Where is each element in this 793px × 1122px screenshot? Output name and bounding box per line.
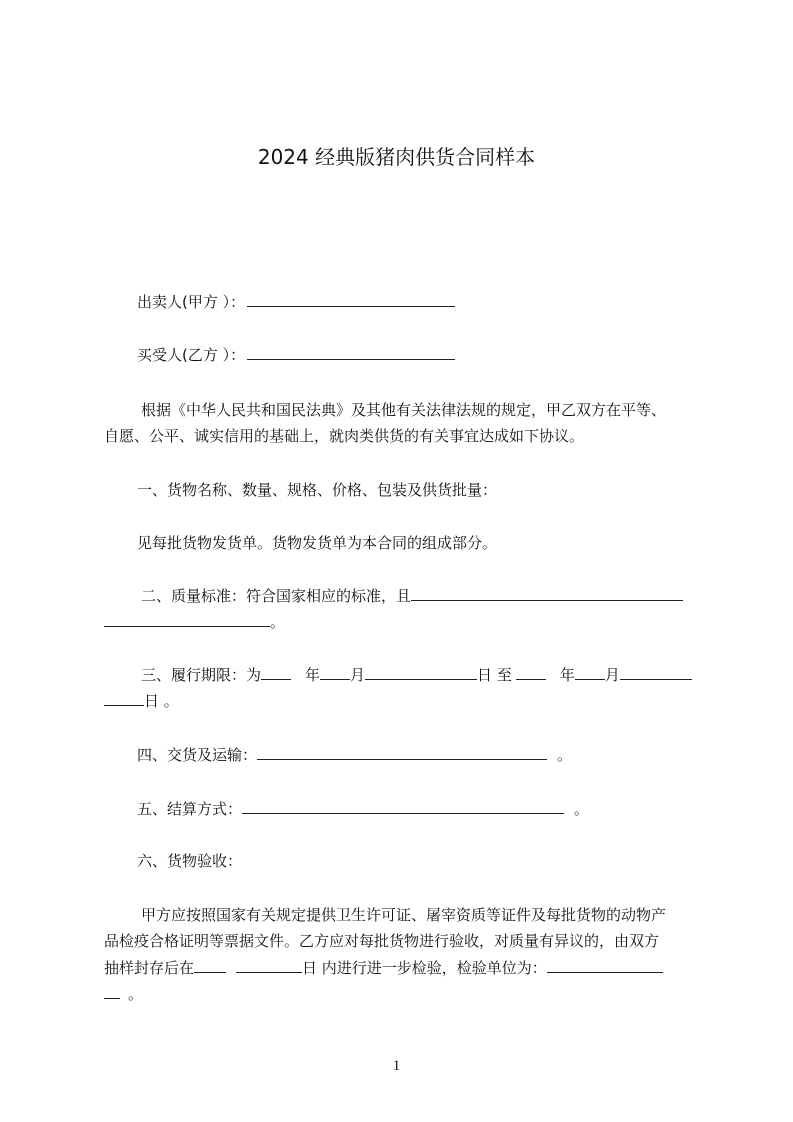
section1-body: 见每批货物发货单。货物发货单为本合同的组成部分。 (137, 534, 498, 552)
end-month-label: 月 (604, 666, 620, 684)
section6-line-1: 甲方应按照国家有关规定提供卫生许可证、屠宰资质等证件及每批货物的动物产 (141, 906, 667, 924)
section4-end: 。 (557, 746, 573, 764)
seller-label: 出卖人(甲方 ）： (137, 293, 246, 311)
section2-line-1 (141, 585, 683, 606)
buyer-label: 买受人(乙方 ）： (137, 346, 246, 364)
inspection-period-blank-1[interactable] (194, 957, 226, 973)
buyer-line (137, 344, 455, 365)
seller-name-blank[interactable] (247, 291, 455, 307)
section2-line-2 (104, 611, 285, 632)
section5-end: 。 (574, 800, 590, 818)
section6-heading: 六、货物验收： (137, 852, 243, 870)
end-day-label: 日 。 (144, 692, 179, 710)
section5-label: 五、结算方式： (137, 800, 243, 818)
section3-line-2 (104, 690, 179, 711)
end-day-blank[interactable] (620, 664, 692, 680)
section6-line-3 (104, 957, 663, 978)
start-year-blank[interactable] (261, 664, 291, 680)
quality-standard-blank[interactable] (411, 585, 683, 601)
buyer-name-blank[interactable] (247, 344, 455, 360)
section6-line-2: 品检疫合格证明等票据文件。乙方应对每批货物进行验收，对质量有异议的，由双方 (104, 932, 660, 950)
document-title: 2024 经典版猪肉供货合同样本 (257, 145, 536, 169)
intro-line-2: 自愿、公平、诚实信用的基础上，就肉类供货的有关事宜达成如下协议。 (104, 427, 585, 445)
start-month-label: 月 (350, 666, 366, 684)
day-to-label: 日 至 (477, 666, 512, 684)
end-month-blank[interactable] (575, 664, 605, 680)
section4-line (137, 744, 572, 765)
end-day-blank-cont[interactable] (104, 690, 144, 706)
inspection-period-blank-2[interactable] (236, 957, 302, 973)
section6-line3-label: 抽样封存后在 (104, 959, 195, 977)
section3-line-1 (141, 664, 692, 685)
start-month-blank[interactable] (320, 664, 350, 680)
end-year-blank[interactable] (516, 664, 546, 680)
section6-end: 。 (128, 985, 144, 1003)
quality-standard-blank-cont[interactable] (104, 611, 270, 627)
section1-heading: 一、货物名称、数量、规格、价格、包装及供货批量： (137, 481, 498, 499)
start-year-label: 年 (305, 666, 321, 684)
seller-line (137, 291, 455, 312)
inspection-unit-blank-cont[interactable] (104, 983, 120, 999)
section6-line3-mid: 日 内进行进一步检验，检验单位为： (302, 959, 547, 977)
settlement-method-blank[interactable] (242, 798, 564, 814)
section2-label: 二、质量标准：符合国家相应的标准，且 (141, 587, 412, 605)
delivery-transport-blank[interactable] (257, 744, 547, 760)
section5-line (137, 798, 589, 819)
inspection-unit-blank[interactable] (547, 957, 663, 973)
section6-line-4 (104, 983, 143, 1004)
section4-label: 四、交货及运输： (137, 746, 258, 764)
page-number: 1 (392, 1058, 401, 1074)
section3-label: 三、履行期限：为 (141, 666, 262, 684)
section2-end: 。 (270, 613, 286, 631)
intro-line-1: 根据《中华人民共和国民法典》及其他有关法律法规的规定，甲乙双方在平等、 (141, 401, 667, 419)
end-year-label: 年 (559, 666, 575, 684)
start-day-blank[interactable] (365, 664, 477, 680)
